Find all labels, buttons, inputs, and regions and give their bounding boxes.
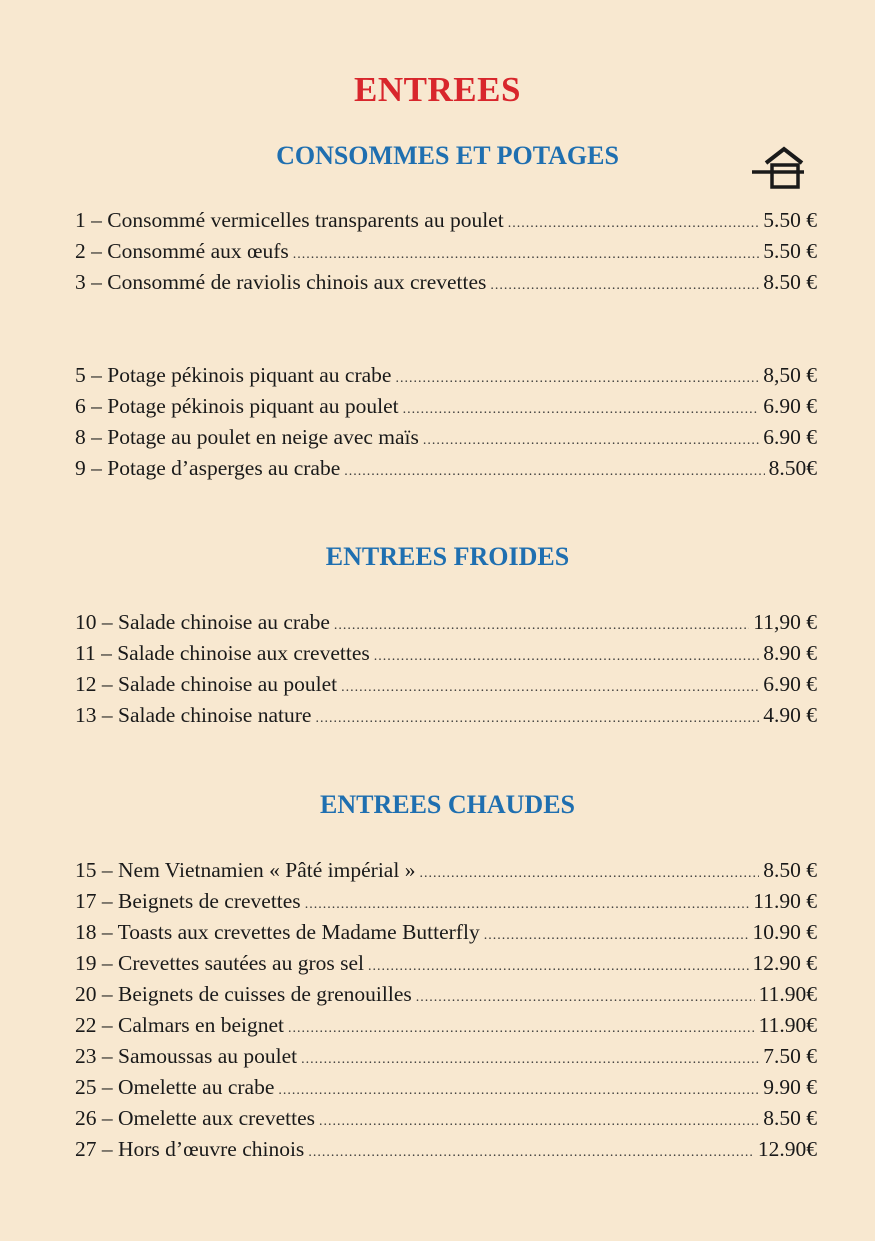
menu-item — [75, 453, 817, 484]
item-name: 27 – Hors d’œuvre chinois — [75, 1137, 305, 1161]
menu-item — [75, 1041, 817, 1072]
item-name: 10 – Salade chinoise au crabe — [75, 610, 330, 634]
menu-item — [75, 1010, 817, 1041]
item-name: 25 – Omelette au crabe — [75, 1075, 275, 1099]
menu-item — [75, 422, 817, 453]
dot-leader — [308, 1137, 754, 1168]
item-price: 5.50 € — [763, 239, 817, 263]
item-price: 7.50 € — [763, 1044, 817, 1068]
dot-leader — [490, 270, 759, 301]
item-price: 6.90 € — [763, 394, 817, 418]
menu-item — [75, 205, 817, 236]
menu-item — [75, 360, 817, 391]
dot-leader — [301, 1044, 759, 1075]
item-name: 12 – Salade chinoise au poulet — [75, 672, 338, 696]
dot-leader — [278, 1075, 759, 1106]
item-name: 2 – Consommé aux œufs — [75, 239, 289, 263]
menu-item — [75, 267, 817, 298]
menu-item — [75, 236, 817, 267]
item-name: 22 – Calmars en beignet — [75, 1013, 284, 1037]
item-price: 8.50 € — [763, 1106, 817, 1130]
section-title-chaudes: ENTREES CHAUDES — [319, 790, 575, 819]
entrees-froides-list — [75, 607, 817, 731]
item-name: 1 – Consommé vermicelles transparents au poulet — [75, 208, 504, 232]
item-price: 11.90€ — [758, 1013, 817, 1037]
item-name: 11 – Salade chinoise aux crevettes — [75, 641, 370, 665]
item-name: 19 – Crevettes sautées au gros sel — [75, 951, 364, 975]
item-name: 9 – Potage d’asperges au crabe — [75, 456, 341, 480]
item-name: 20 – Beignets de cuisses de grenouilles — [75, 982, 412, 1006]
menu-item — [75, 1134, 817, 1165]
dot-leader — [334, 610, 749, 641]
item-name: 8 – Potage au poulet en neige avec maïs — [75, 425, 419, 449]
item-name: 6 – Potage pékinois piquant au poulet — [75, 394, 399, 418]
item-price: 8.90 € — [763, 641, 817, 665]
menu-item — [75, 1072, 817, 1103]
dot-leader — [416, 982, 755, 1013]
dot-leader — [395, 363, 759, 394]
menu-item — [75, 391, 817, 422]
dot-leader — [344, 456, 764, 487]
dot-leader — [305, 889, 750, 920]
item-price: 4.90 € — [763, 703, 817, 727]
menu-item — [75, 855, 817, 886]
menu-item — [75, 1103, 817, 1134]
page-title: ENTREES — [354, 70, 521, 109]
item-price: 11.90 € — [753, 889, 817, 913]
dot-leader — [288, 1013, 755, 1044]
item-name: 23 – Samoussas au poulet — [75, 1044, 298, 1068]
dot-leader — [315, 703, 759, 734]
item-price: 8.50€ — [768, 456, 817, 480]
dot-leader — [319, 1106, 759, 1137]
dot-leader — [403, 394, 760, 425]
dot-leader — [368, 951, 749, 982]
menu-item — [75, 917, 817, 948]
menu-item — [75, 979, 817, 1010]
dot-leader — [341, 672, 759, 703]
menu-item — [75, 886, 817, 917]
dot-leader — [423, 425, 759, 456]
item-name: 13 – Salade chinoise nature — [75, 703, 312, 727]
item-price: 10.90 € — [752, 920, 817, 944]
section-title-consommes: CONSOMMES ET POTAGES — [276, 141, 619, 170]
item-price: 8.50 € — [763, 858, 817, 882]
dot-leader — [419, 858, 759, 889]
house-logo-icon — [750, 145, 806, 193]
item-price: 11,90 € — [753, 610, 817, 634]
item-price: 6.90 € — [763, 672, 817, 696]
menu-item — [75, 607, 817, 638]
item-price: 6.90 € — [763, 425, 817, 449]
item-name: 17 – Beignets de crevettes — [75, 889, 301, 913]
menu-item — [75, 700, 817, 731]
item-name: 15 – Nem Vietnamien « Pâté impérial » — [75, 858, 416, 882]
consommes-list — [75, 205, 817, 298]
item-price: 12.90 € — [752, 951, 817, 975]
item-price: 5.50 € — [763, 208, 817, 232]
dot-leader — [484, 920, 749, 951]
item-price: 9.90 € — [763, 1075, 817, 1099]
item-name: 5 – Potage pékinois piquant au crabe — [75, 363, 392, 387]
item-name: 3 – Consommé de raviolis chinois aux crevettes — [75, 270, 487, 294]
menu-item — [75, 669, 817, 700]
item-price: 12.90€ — [757, 1137, 817, 1161]
menu-item — [75, 948, 817, 979]
item-price: 11.90€ — [758, 982, 817, 1006]
item-name: 18 – Toasts aux crevettes de Madame Butterfly — [75, 920, 480, 944]
entrees-chaudes-list — [75, 855, 817, 1165]
menu-item — [75, 638, 817, 669]
item-price: 8.50 € — [763, 270, 817, 294]
item-name: 26 – Omelette aux crevettes — [75, 1106, 315, 1130]
section-title-froides: ENTREES FROIDES — [325, 542, 570, 571]
dot-leader — [374, 641, 760, 672]
potages-list — [75, 360, 817, 484]
dot-leader — [293, 239, 759, 270]
dot-leader — [508, 208, 760, 239]
item-price: 8,50 € — [763, 363, 817, 387]
